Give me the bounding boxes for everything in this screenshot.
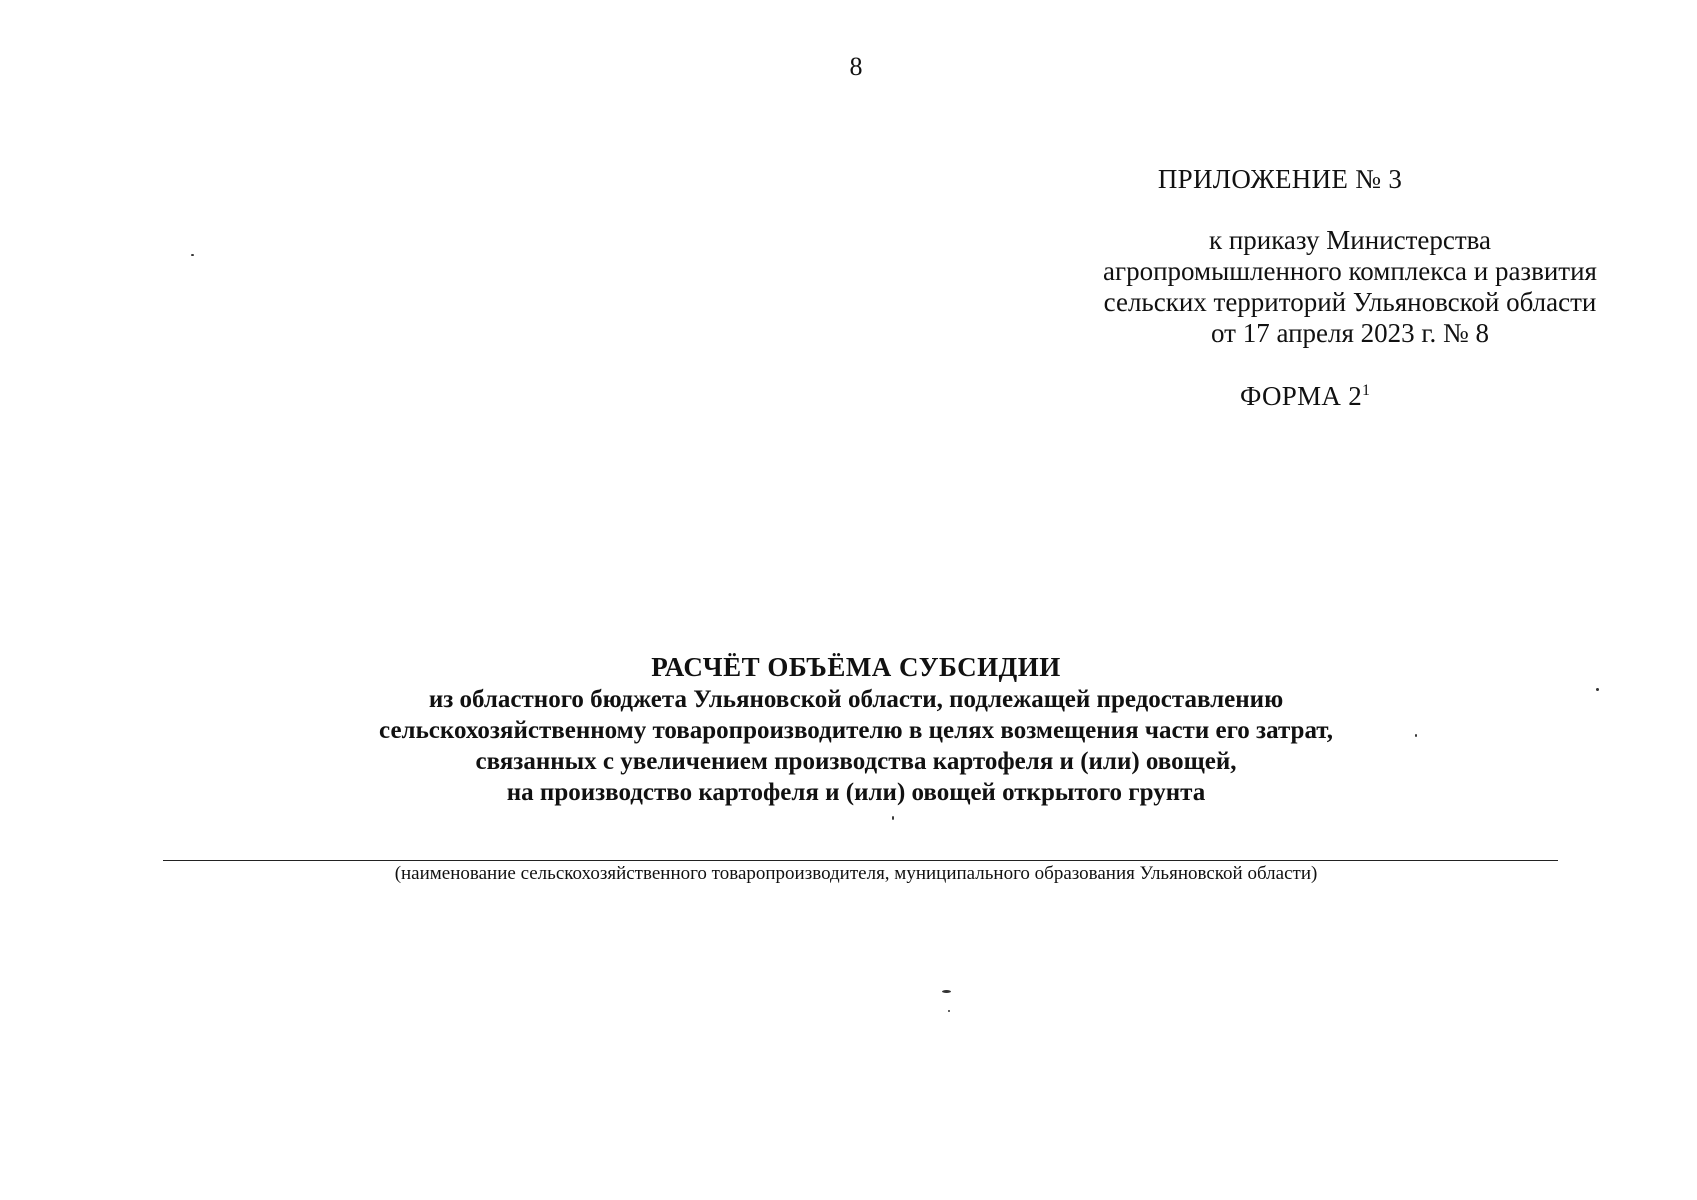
order-reference-line: к приказу Министерства <box>1208 225 1492 255</box>
scan-speck <box>892 816 894 820</box>
heading-line: из областного бюджета Ульяновской области, подлежащей предоставлению <box>428 686 1284 713</box>
heading-line: на производство картофеля и (или) овощей открытого грунта <box>506 779 1206 806</box>
order-reference-line: сельских территорий Ульяновской области <box>1103 287 1597 317</box>
scan-speck <box>1596 688 1599 691</box>
appendix-title: ПРИЛОЖЕНИЕ № 3 <box>1157 164 1403 194</box>
form-label <box>1240 380 1480 412</box>
scan-speck <box>942 990 951 993</box>
order-reference-line: от 17 апреля 2023 г. № 8 <box>1211 318 1489 348</box>
heading-line: сельскохозяйственному товаропроизводителю в целях возмещения части его затрат, <box>379 717 1333 744</box>
scan-speck <box>1415 734 1417 737</box>
heading-title: РАСЧЁТ ОБЪЁМА СУБСИДИИ <box>651 652 1061 682</box>
fill-in-line <box>163 860 1558 861</box>
form-label-superscript: 1 <box>1362 382 1371 399</box>
heading-line: связанных с увеличением производства картофеля и (или) овощей, <box>475 748 1237 775</box>
scan-speck <box>948 1010 950 1012</box>
fill-in-caption: (наименование сельскохозяйственного товаропроизводителя, муниципального образования Ульяновской области) <box>394 863 1318 884</box>
document-heading <box>0 650 1697 808</box>
scan-speck <box>191 254 194 256</box>
page-number: 8 <box>849 52 863 81</box>
form-label-text: ФОРМА 2 <box>1240 381 1363 411</box>
order-reference-line: агропромышленного комплекса и развития <box>1103 256 1597 286</box>
order-reference <box>1030 225 1670 349</box>
